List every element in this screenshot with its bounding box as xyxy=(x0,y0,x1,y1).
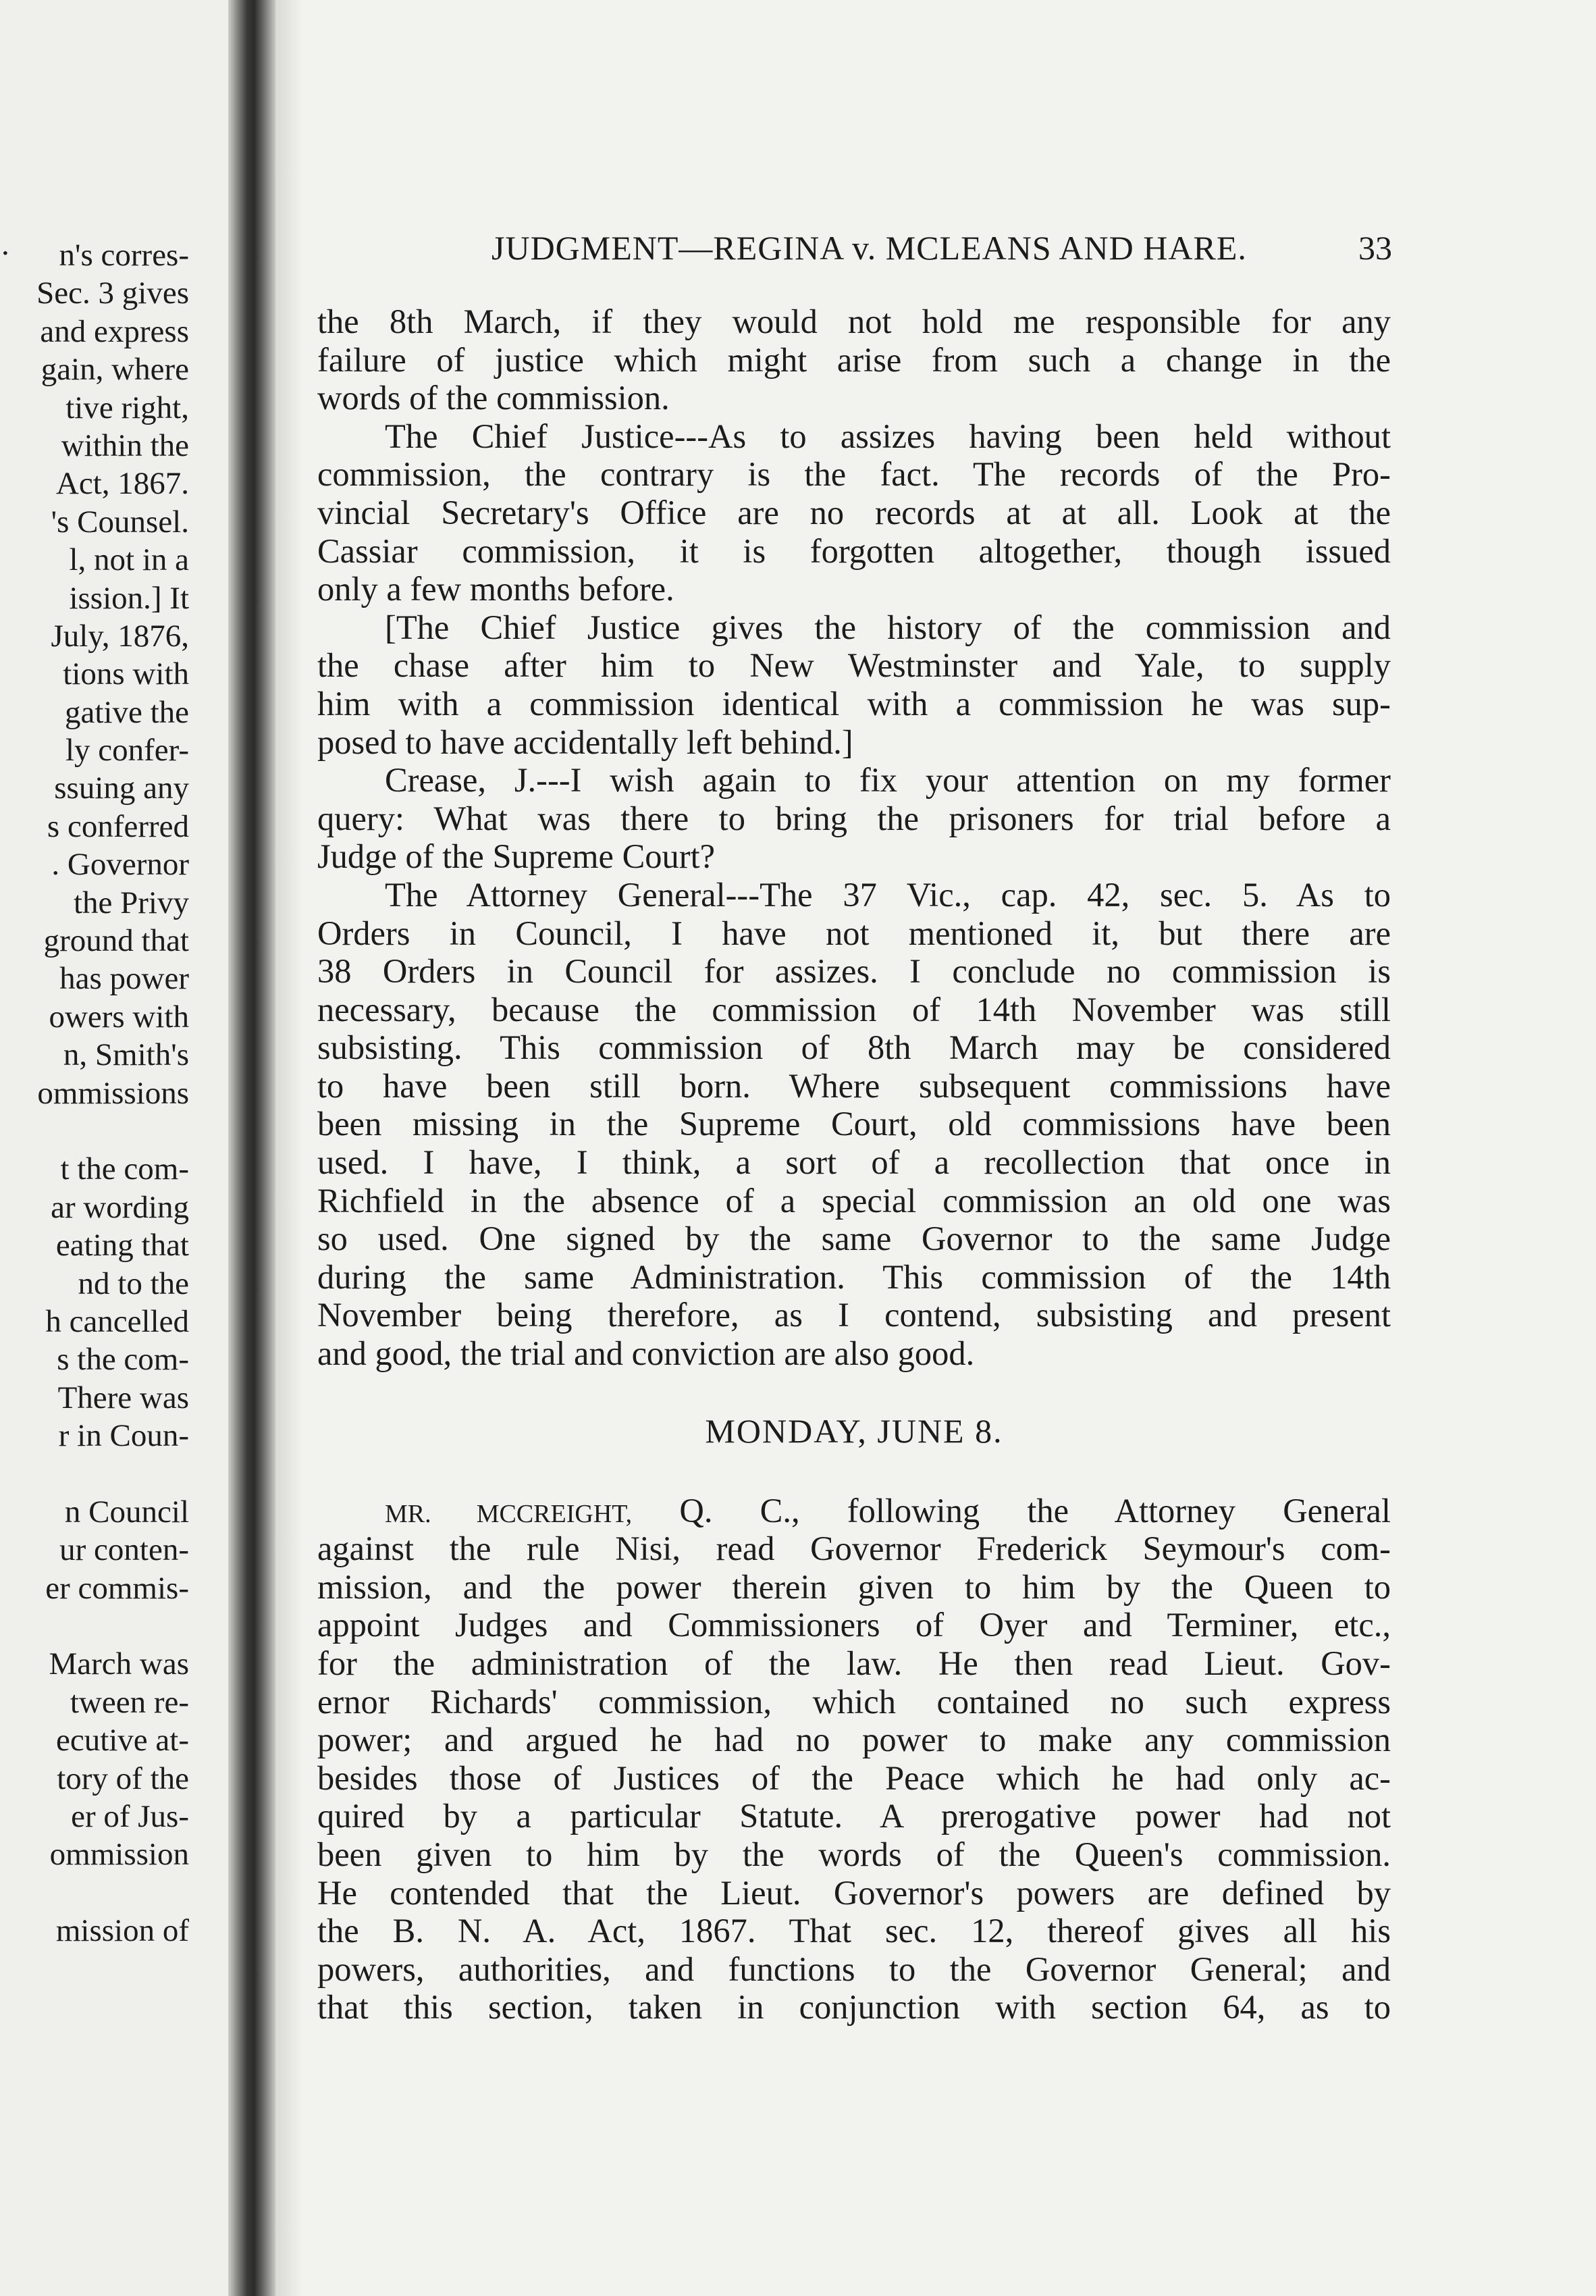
left-page-line: 's Counsel. xyxy=(51,504,189,540)
left-page-line: gain, where xyxy=(41,352,189,388)
text-line: been missing in the Supreme Court, old commissions have been xyxy=(317,1105,1391,1143)
text-line: November being therefore, as I contend, subsisting and present xyxy=(317,1296,1391,1334)
text-line: words of the commission. xyxy=(317,379,670,417)
left-page-line xyxy=(0,1112,189,1150)
text-line: 38 Orders in Council for assizes. I conclude no commission is xyxy=(317,952,1391,991)
main-page xyxy=(317,223,1392,2027)
text-line: Orders in Council, I have not mentioned it, but there are xyxy=(317,914,1391,952)
left-page-line: ecutive at- xyxy=(55,1723,189,1758)
left-page-line: n's corres- xyxy=(59,238,189,273)
running-head-title: JUDGMENT—REGINA v. MCLEANS AND HARE. xyxy=(491,229,1247,267)
text-line: the B. N. A. Act, 1867. That sec. 12, thereof gives all his xyxy=(317,1912,1391,1950)
text-line: necessary, because the commission of 14th November was still xyxy=(317,990,1391,1028)
text-line: the chase after him to New Westminster and Yale, to supply xyxy=(317,646,1391,685)
facing-page-left xyxy=(0,0,236,2296)
text-line: only a few months before. xyxy=(317,570,674,608)
left-page-line: n Council xyxy=(64,1494,189,1530)
text-line: so used. One signed by the same Governor to the same Judge xyxy=(317,1220,1391,1258)
left-page-line: tween re- xyxy=(70,1684,189,1720)
left-page-line: within the xyxy=(61,427,189,463)
text-line: to have been still born. Where subsequent commissions have xyxy=(317,1066,1391,1105)
left-page-line: has power xyxy=(59,961,189,997)
left-page-line: owers with xyxy=(49,999,189,1035)
left-page-line: March was xyxy=(49,1646,189,1682)
left-page-line xyxy=(0,1607,189,1645)
left-page-line: eating that xyxy=(55,1228,189,1263)
text-line: posed to have accidentally left behind.] xyxy=(317,723,853,761)
text-line: powers, authorities, and functions to the Governor General; and xyxy=(317,1950,1391,1988)
left-page-line: gative the xyxy=(64,694,189,730)
left-page-line: ission.] It xyxy=(69,580,189,616)
text-line: that this section, taken in conjunction with section 64, as to xyxy=(317,1988,1391,2027)
text-line: Richfield in the absence of a special commission an old one was xyxy=(317,1181,1391,1220)
left-page-fragments xyxy=(0,236,189,1950)
text-line: The Chief Justice---As to assizes having been held without xyxy=(385,417,1391,455)
body-text xyxy=(317,303,1391,2027)
text-line: besides those of Justices of the Peace which he had only ac- xyxy=(317,1758,1391,1797)
left-page-line: ur conten- xyxy=(59,1532,189,1568)
text-line xyxy=(317,1492,1391,1530)
left-page-line: . Governor xyxy=(51,847,189,883)
left-page-line: ommissions xyxy=(37,1075,189,1111)
left-page-line: tory of the xyxy=(57,1760,189,1796)
text-line: quired by a particular Statute. A prerogative power had not xyxy=(317,1797,1391,1835)
text-line: power; and argued he had no power to make any commission xyxy=(317,1721,1391,1759)
text-line: Crease, J.---I wish again to fix your attention on my former xyxy=(385,761,1391,800)
left-page-line: r in Coun- xyxy=(58,1418,189,1454)
section-heading: MONDAY, JUNE 8. xyxy=(705,1411,1003,1450)
left-page-line: tions with xyxy=(63,656,189,692)
left-page-line: Sec. 3 gives xyxy=(36,276,189,311)
text-line: query: What was there to bring the prisoners for trial before a xyxy=(317,799,1391,837)
left-page-line: ssuing any xyxy=(54,771,189,806)
left-page-line: July, 1876, xyxy=(51,618,189,654)
text-line: The Attorney General---The 37 Vic., cap. 42, sec. 5. As to xyxy=(385,875,1391,914)
left-page-line: tive right, xyxy=(65,390,189,425)
speaker-name: MR. MCCREIGHT, xyxy=(385,1499,633,1528)
left-page-line: There was xyxy=(57,1380,189,1415)
body-part-2 xyxy=(317,1530,1391,2027)
left-page-line: the Privy xyxy=(73,885,189,920)
text-line: the 8th March, if they would not hold me responsible for any xyxy=(317,303,1391,340)
left-page-line: ar wording xyxy=(51,1189,189,1225)
left-page-line: s the com- xyxy=(57,1342,189,1378)
page-number: 33 xyxy=(1358,229,1392,267)
text-line: been given to him by the words of the Queen's commission. xyxy=(317,1835,1391,1873)
gutter-shadow xyxy=(275,0,302,2296)
left-page-line: Act, 1867. xyxy=(55,466,189,502)
text-line: He contended that the Lieut. Governor's powers are defined by xyxy=(317,1873,1391,1912)
left-page-dot: . xyxy=(1,227,9,262)
text-line: and good, the trial and conviction are also good. xyxy=(317,1334,975,1373)
left-page-line xyxy=(0,1455,189,1493)
left-page-line: ly confer- xyxy=(65,733,189,768)
left-page-line: s conferred xyxy=(47,808,189,844)
body-part-1 xyxy=(317,303,1391,1373)
left-page-line: and express xyxy=(40,313,189,349)
text-line: during the same Administration. This commission of the 14th xyxy=(317,1257,1391,1296)
book-gutter xyxy=(228,0,275,2296)
left-page-line: l, not in a xyxy=(69,542,189,578)
text-line: commission, the contrary is the fact. The records of the Pro- xyxy=(317,455,1391,494)
left-page-line: h cancelled xyxy=(45,1303,189,1339)
text-line: mission, and the power therein given to him by the Queen to xyxy=(317,1567,1391,1606)
left-page-line: mission of xyxy=(55,1913,189,1949)
text-line: Cassiar commission, it is forgotten altogether, though issued xyxy=(317,531,1391,570)
text-line: ernor Richards' commission, which contained no such express xyxy=(317,1682,1391,1721)
left-page-line: t the com- xyxy=(60,1151,189,1187)
left-page-line: er of Jus- xyxy=(71,1799,189,1835)
text-line: appoint Judges and Commissioners of Oyer and Terminer, etc., xyxy=(317,1606,1391,1644)
text-line: subsisting. This commission of 8th March may be considered xyxy=(317,1028,1391,1067)
running-head xyxy=(317,223,1391,277)
left-page-line: n, Smith's xyxy=(63,1037,189,1073)
text-line-rest: Q. C., following the Attorney General xyxy=(632,1491,1391,1530)
text-line: [The Chief Justice gives the history of the commission and xyxy=(385,608,1391,646)
text-line: him with a commission identical with a commission he was sup- xyxy=(317,684,1391,723)
text-line: failure of justice which might arise from such a change in the xyxy=(317,340,1391,379)
text-line: against the rule Nisi, read Governor Frederick Seymour's com- xyxy=(317,1530,1391,1568)
left-page-line xyxy=(0,1874,189,1912)
left-page-line: ground that xyxy=(43,923,189,959)
text-line: vincial Secretary's Office are no records at at all. Look at the xyxy=(317,493,1391,531)
left-page-line: er commis- xyxy=(45,1570,189,1606)
text-line: Judge of the Supreme Court? xyxy=(317,837,716,876)
left-page-line: ommission xyxy=(49,1837,189,1873)
left-page-line: nd to the xyxy=(78,1266,189,1301)
text-line: for the administration of the law. He then read Lieut. Gov- xyxy=(317,1644,1391,1682)
text-line: used. I have, I think, a sort of a recollection that once in xyxy=(317,1143,1391,1182)
